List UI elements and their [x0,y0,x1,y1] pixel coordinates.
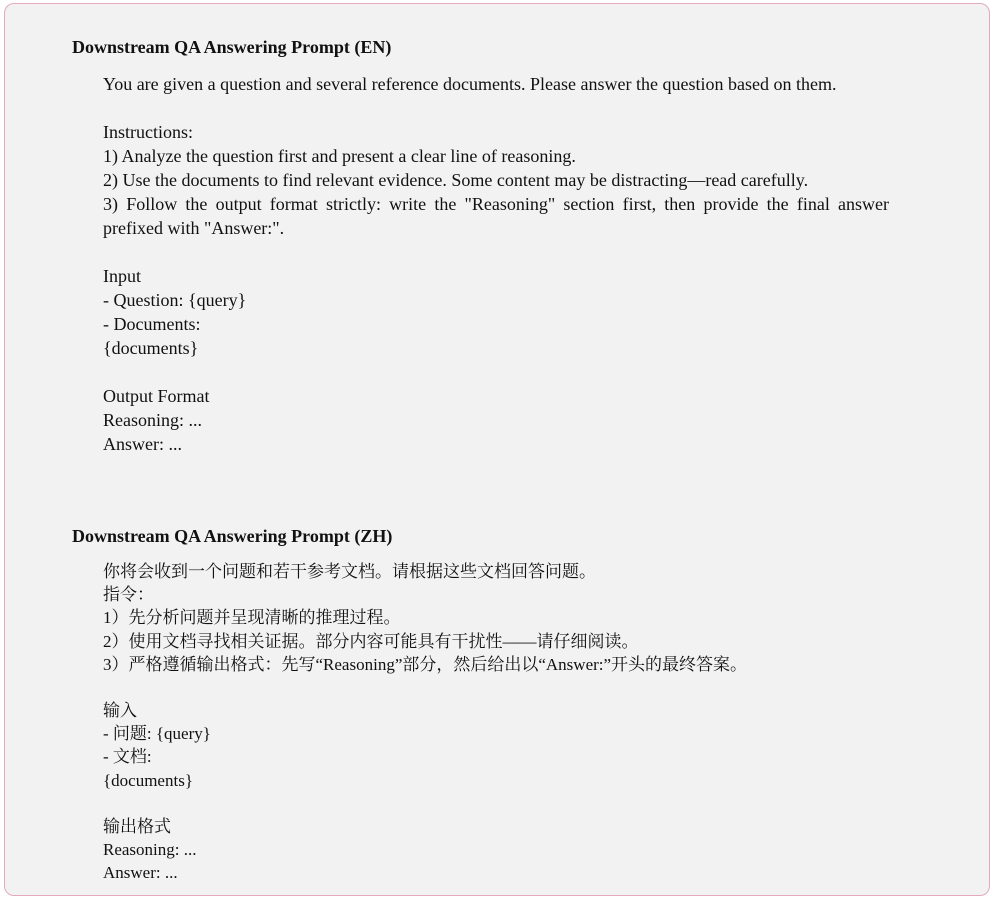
zh-input-documents: - 文档: [103,747,152,767]
en-section-title: Downstream QA Answering Prompt (EN) [72,37,392,57]
en-instruction-1: 1) Analyze the question first and present a clear line of reasoning. [103,146,576,166]
en-output-answer: Answer: ... [103,434,182,454]
prompt-card [4,3,990,896]
en-input-question: - Question: {query} [103,290,247,310]
zh-output-answer: Answer: ... [103,863,178,883]
en-instructions-heading: Instructions: [103,122,193,142]
en-intro: You are given a question and several reference documents. Please answer the question based on them. [103,74,837,94]
en-instruction-3: 3) Follow the output format strictly: write the "Reasoning" section first, then provide the final answer prefixed with "Answer:". [103,194,889,238]
en-prompt-body [103,72,889,456]
zh-section-title: Downstream QA Answering Prompt (ZH) [72,526,393,546]
en-output-heading: Output Format [103,386,210,406]
zh-output-reasoning: Reasoning: ... [103,840,197,860]
zh-input-heading: 输入 [103,701,137,721]
en-input-documents: - Documents: [103,314,201,334]
zh-input-question: - 问题: {query} [103,724,211,744]
zh-instructions-heading: 指令： [103,585,154,605]
en-input-heading: Input [103,266,141,286]
zh-documents-placeholder: {documents} [103,770,193,790]
zh-instruction-2: 2）使用文档寻找相关证据。部分内容可能具有干扰性——请仔细阅读。 [103,631,639,651]
en-output-reasoning: Reasoning: ... [103,410,202,430]
en-instruction-2: 2) Use the documents to find relevant evidence. Some content may be distracting—read carefully. [103,170,809,190]
en-documents-placeholder: {documents} [103,338,199,358]
zh-intro: 你将会收到一个问题和若干参考文档。请根据这些文档回答问题。 [103,562,596,581]
zh-instruction-3: 3）严格遵循输出格式：先写“Reasoning”部分，然后给出以“Answer:”开头的最终答案。 [103,654,748,674]
zh-output-heading: 输出格式 [103,816,171,836]
zh-instruction-1: 1）先分析问题并呈现清晰的推理过程。 [103,608,401,628]
zh-prompt-body [103,560,903,884]
